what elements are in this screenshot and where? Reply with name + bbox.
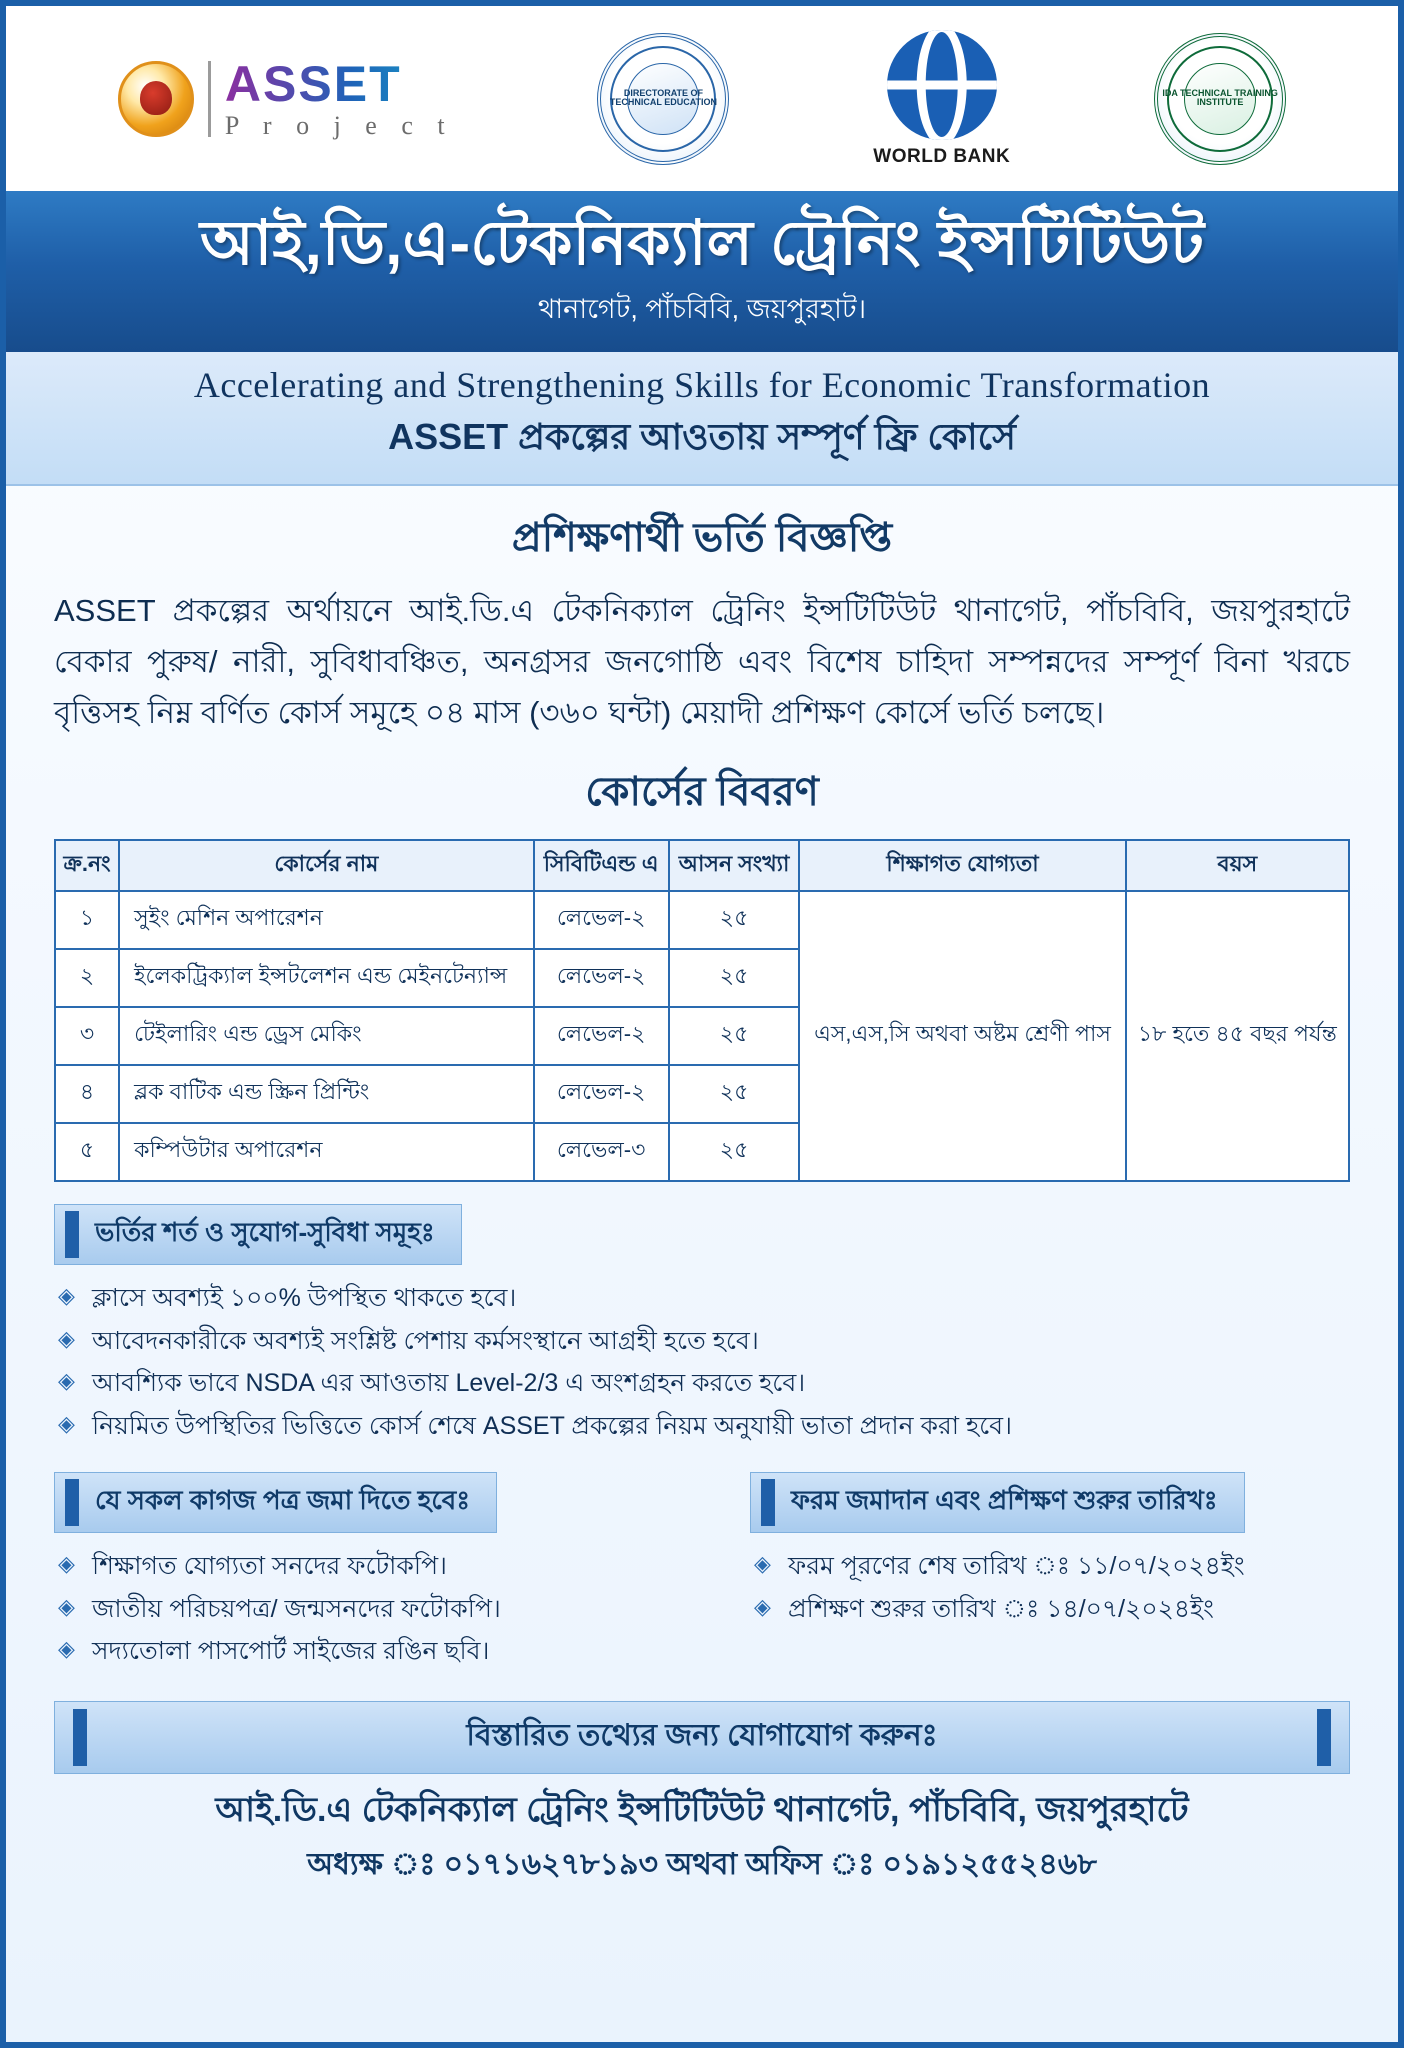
bangladesh-emblem-icon: [118, 61, 194, 137]
cell-sl: ২: [55, 949, 119, 1007]
list-item: ◈ নিয়মিত উপস্থিতির ভিত্তিতে কোর্স শেষে ASSET প্রকল্পের নিয়ম অনুযায়ী ভাতা প্রদান করা হবে।: [54, 1407, 1350, 1446]
cell-qualification: এস,এস,সি অথবা অষ্টম শ্রেণী পাস: [799, 891, 1125, 1181]
institute-title-bar: [6, 191, 1398, 352]
list-item: ◈ শিক্ষাগত যোগ্যতা সনদের ফটোকপি।: [54, 1547, 686, 1586]
col-level: সিবিটিএন্ড এ: [534, 840, 669, 891]
list-item: ◈ সদ্যতোলা পাসপোর্ট সাইজের রঙিন ছবি।: [54, 1632, 686, 1671]
cell-seats: ২৫: [669, 1065, 800, 1123]
cell-course-name: ইলেকট্রিক্যাল ইন্সটলেশন এন্ড মেইনটেন্যান্স: [119, 949, 533, 1007]
logo-strip: [6, 6, 1398, 191]
contact-phones: অধ্যক্ষ ঃ ০১৭১৬২৭৮১৯৩ অথবা অফিস ঃ ০১৯১২৫৫২৪৬৮: [307, 1848, 1097, 1882]
cell-level: লেভেল-২: [534, 949, 669, 1007]
list-item: ◈ প্রশিক্ষণ শুরুর তারিখ ঃ ১৪/০৭/২০২৪ইং: [750, 1590, 1382, 1629]
dates-column: [702, 1450, 1398, 1675]
asset-project-logo: [118, 55, 454, 140]
col-sl: ক্র.নং: [55, 840, 119, 891]
cell-age: ১৮ হতে ৪৫ বছর পর্যন্ত: [1126, 891, 1349, 1181]
cell-course-name: ব্লক বাটিক এন্ড স্ক্রিন প্রিন্টিং: [119, 1065, 533, 1123]
dte-seal-text: DIRECTORATE OF TECHNICAL EDUCATION: [609, 87, 718, 108]
cell-seats: ২৫: [669, 1007, 800, 1065]
course-table-wrap: [6, 839, 1398, 1182]
list-item: ◈ আবশ্যিক ভাবে NSDA এর আওতায় Level-2/3 এ অংশগ্রহন করতে হবে।: [54, 1364, 1350, 1403]
documents-heading: যে সকল কাগজ পত্র জমা দিতে হবেঃ: [54, 1472, 497, 1533]
course-table: [54, 839, 1350, 1182]
cell-level: লেভেল-২: [534, 1007, 669, 1065]
col-age: বয়স: [1126, 840, 1349, 891]
dates-heading: ফরম জমাদান এবং প্রশিক্ষণ শুরুর তারিখঃ: [750, 1472, 1245, 1533]
institute-seal-text: IDA TECHNICAL TRAINING INSTITUTE: [1162, 87, 1278, 108]
dte-seal: [597, 33, 729, 165]
course-section-heading: কোর্সের বিবরণ: [585, 769, 819, 814]
notice-body: ASSET প্রকল্পের অর্থায়নে আই.ডি.এ টেকনিক্যাল ট্রেনিং ইন্সটিটিউট থানাগেট, পাঁচবিবি, জয়পুরহাটে বেকার পুরুষ/ নারী, সুবিধাবঞ্চিত, অনগ্রসর জনগোষ্ঠি এবং বিশেষ চাহিদা সম্পন্নদের সম্পূর্ণ বিনা খরচে বৃত্তিসহ নিম্ন বর্ণিত কোর্স সমূহে ০৪ মাস (৩৬০ ঘন্টা) মেয়াদী প্রশিক্ষণ কোর্সে ভর্তি চলছে।: [54, 592, 1350, 730]
cell-course-name: সুইং মেশিন অপারেশন: [119, 891, 533, 949]
cell-level: লেভেল-২: [534, 891, 669, 949]
col-course-name: কোর্সের নাম: [119, 840, 533, 891]
list-item: ◈ জাতীয় পরিচয়পত্র/ জন্মসনদের ফটোকপি।: [54, 1590, 686, 1629]
cell-sl: ৪: [55, 1065, 119, 1123]
institute-address: থানাগেট, পাঁচবিবি, জয়পুরহাট।: [537, 293, 867, 324]
list-item: ◈ আবেদনকারীকে অবশ্যই সংশ্লিষ্ট পেশায় কর্মসংস্থানে আগ্রহী হতে হবে।: [54, 1322, 1350, 1361]
conditions-heading: ভর্তির শর্ত ও সুযোগ-সুবিধা সমূহঃ: [54, 1204, 462, 1265]
cell-course-name: কম্পিউটার অপারেশন: [119, 1123, 533, 1181]
cell-level: লেভেল-২: [534, 1065, 669, 1123]
contact-address: আই.ডি.এ টেকনিক্যাল ট্রেনিং ইন্সটিটিউট থানাগেট, পাঁচবিবি, জয়পুরহাটে: [215, 1791, 1189, 1830]
world-bank-label: WORLD BANK: [873, 145, 1011, 167]
conditions-list: [6, 1279, 1398, 1446]
list-item: ◈ ফরম পূরণের শেষ তারিখ ঃ ১১/০৭/২০২৪ইং: [750, 1547, 1382, 1586]
tagline-english: Accelerating and Strengthening Skills for Economic Transformation: [193, 364, 1211, 405]
cell-seats: ২৫: [669, 891, 800, 949]
tagline-bangla: ASSET প্রকল্পের আওতায় সম্পূর্ণ ফ্রি কোর্সে: [388, 415, 1016, 457]
cell-seats: ২৫: [669, 1123, 800, 1181]
cell-level: লেভেল-৩: [534, 1123, 669, 1181]
notice-heading: প্রশিক্ষণার্থী ভর্তি বিজ্ঞপ্তি: [511, 515, 893, 560]
cell-sl: ৫: [55, 1123, 119, 1181]
institute-name: আই,ডি,এ-টেকনিক্যাল ট্রেনিং ইন্সটিটিউট: [200, 209, 1204, 278]
institute-seal: [1154, 33, 1286, 165]
table-row: [55, 891, 1349, 949]
contact-heading: বিস্তারিত তথ্যের জন্য যোগাযোগ করুনঃ: [54, 1701, 1350, 1774]
dates-list: [702, 1547, 1398, 1629]
world-bank-logo: [873, 30, 1010, 168]
cell-course-name: টেইলারিং এন্ড ড্রেস মেকিং: [119, 1007, 533, 1065]
globe-icon: [887, 30, 997, 140]
documents-dates-row: [6, 1450, 1398, 1675]
table-header-row: [55, 840, 1349, 891]
list-item: ◈ ক্লাসে অবশ্যই ১০০% উপস্থিত থাকতে হবে।: [54, 1279, 1350, 1318]
logo-divider: [208, 61, 211, 137]
asset-wordmark: ASSET: [225, 59, 454, 109]
contact-details: [6, 1788, 1398, 1891]
documents-column: [6, 1450, 702, 1675]
cell-sl: ৩: [55, 1007, 119, 1065]
col-qualification: শিক্ষাগত যোগ্যতা: [799, 840, 1125, 891]
col-seats: আসন সংখ্যা: [669, 840, 800, 891]
asset-subwordmark: P r o j e c t: [224, 110, 454, 140]
tagline-band: [6, 352, 1398, 486]
cell-sl: ১: [55, 891, 119, 949]
documents-list: [6, 1547, 702, 1671]
cell-seats: ২৫: [669, 949, 800, 1007]
